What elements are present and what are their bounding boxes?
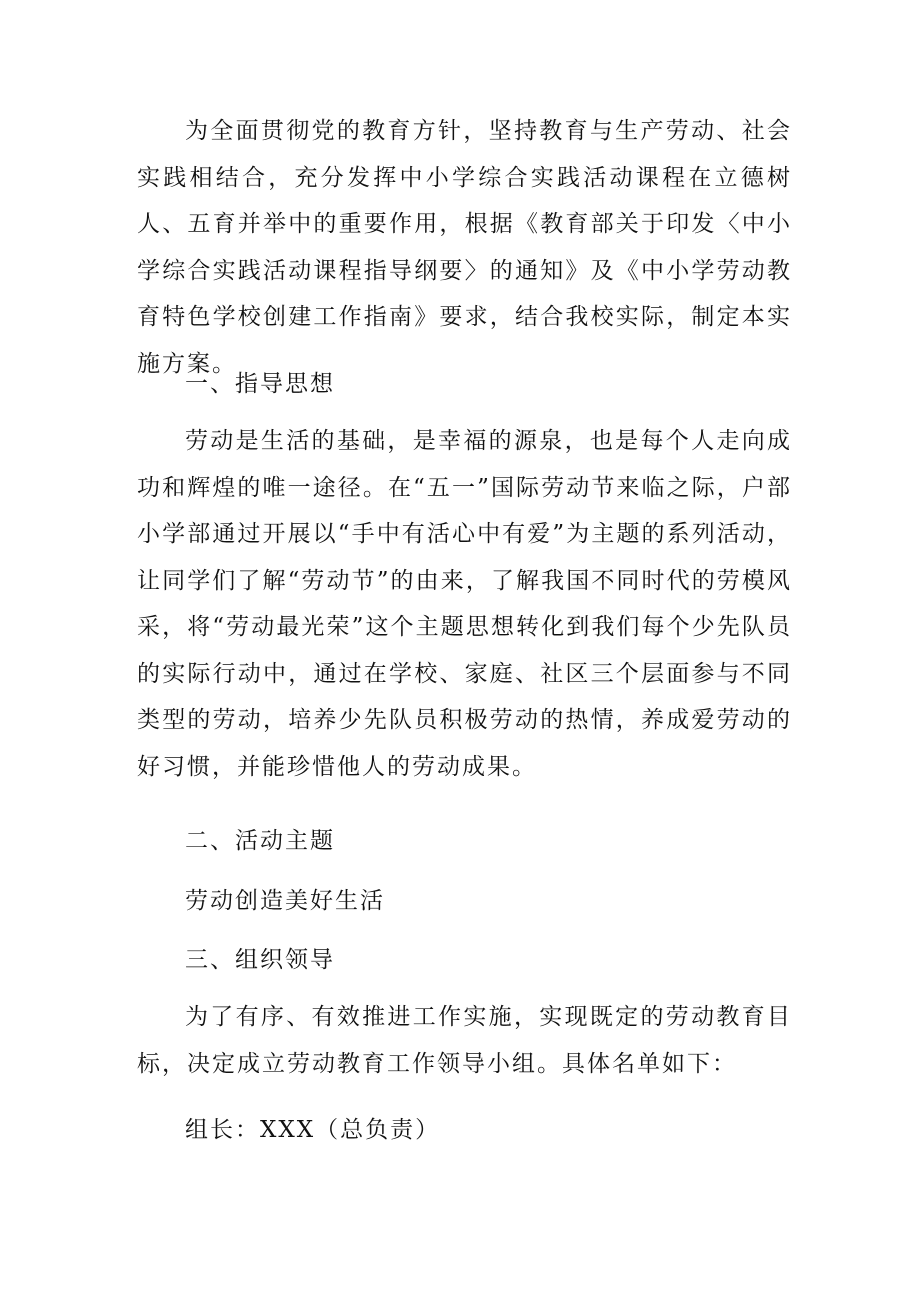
section-heading-guiding-ideology: 一、指导思想	[185, 371, 335, 397]
activity-theme-text: 劳动创造美好生活	[185, 888, 385, 914]
leader-line: 组长：XXX（总负责）	[185, 1117, 441, 1143]
intro-paragraph: 为全面贯彻党的教育方针，坚持教育与生产劳动、社会实践相结合，充分发挥中小学综合实践活动课程在立德树人、五育并举中的重要作用，根据《教育部关于印发〈中小学综合实践活动课程指导纲要〉的通知》及《中小学劳动教育特色学校创建工作指南》要求，结合我校实际，制定本实施方案。	[137, 118, 792, 377]
organization-paragraph: 为了有序、有效推进工作实施，实现既定的劳动教育目标，决定成立劳动教育工作领导小组。具体名单如下：	[137, 1004, 792, 1077]
section-heading-organization: 三、组织领导	[185, 947, 335, 973]
section-heading-activity-theme: 二、活动主题	[185, 828, 335, 854]
guiding-ideology-paragraph: 劳动是生活的基础，是幸福的源泉，也是每个人走向成功和辉煌的唯一途径。在“五一”国际劳动节来临之际，户部小学部通过开展以“手中有活心中有爱”为主题的系列活动，让同学们了解“劳动节”的由来，了解我国不同时代的劳模风采，将“劳动最光荣”这个主题思想转化到我们每个少先队员的实际行动中，通过在学校、家庭、社区三个层面参与不同类型的劳动，培养少先队员积极劳动的热情，养成爱劳动的好习惯，并能珍惜他人的劳动成果。	[137, 428, 792, 780]
